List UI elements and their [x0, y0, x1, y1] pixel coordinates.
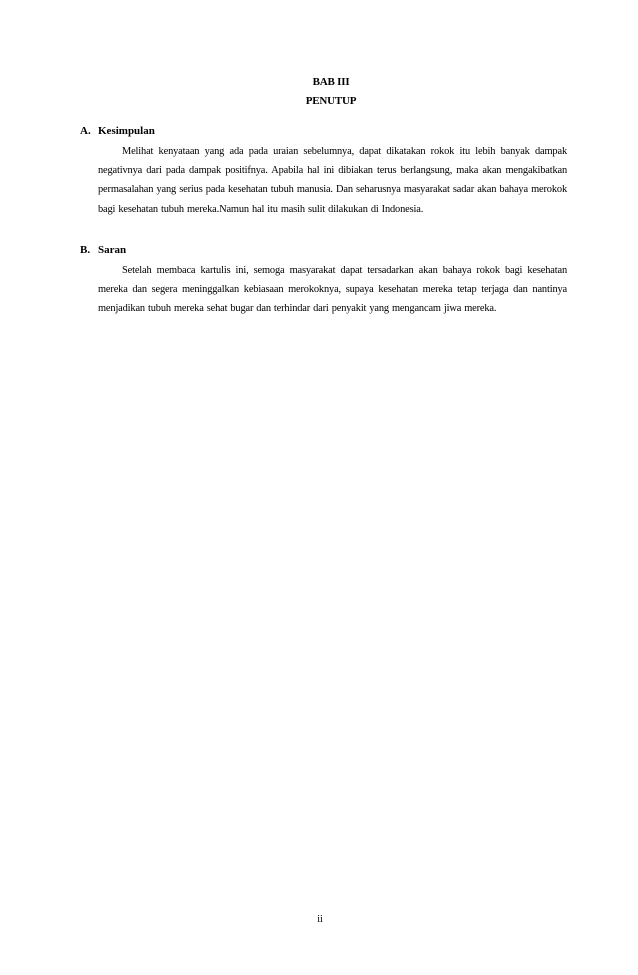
section-heading [80, 124, 567, 138]
section-saran [80, 243, 567, 319]
page-number: ii [317, 914, 323, 925]
section-paragraph: Setelah membaca kartulis ini, semoga masyarakat dapat tersadarkan akan bahaya rokok bagi kesehatan mereka dan segera meninggalkan kebiasaan merokoknya, supaya kesehatan mereka tetap terjaga dan nantinya menjadikan tubuh mereka sehat bugar dan terhindar dari penyakit yang mengancam jiwa mereka. [98, 265, 567, 315]
section-heading [80, 243, 567, 257]
section-letter: A. [80, 125, 91, 137]
chapter-title: PENUTUP [305, 95, 357, 107]
section-kesimpulan [80, 124, 567, 219]
section-title: Kesimpulan [98, 125, 155, 137]
chapter-number: BAB III [312, 76, 350, 88]
section-paragraph: Melihat kenyataan yang ada pada uraian sebelumnya, dapat dikatakan rokok itu lebih banyak dampak negativnya dari pada dampak positifnya. Apabila hal ini dibiakan terus berlangsung, maka akan mengakibatkan permasalahan yang serius pada kesehatan tubuh manusia. Dan seharusnya masyarakat sadar akan bahaya merokok bagi kesehatan tubuh mereka.Namun hal itu masih sulit dilakukan di Indonesia. [98, 146, 567, 215]
section-letter: B. [80, 244, 91, 256]
section-title: Saran [98, 244, 127, 256]
